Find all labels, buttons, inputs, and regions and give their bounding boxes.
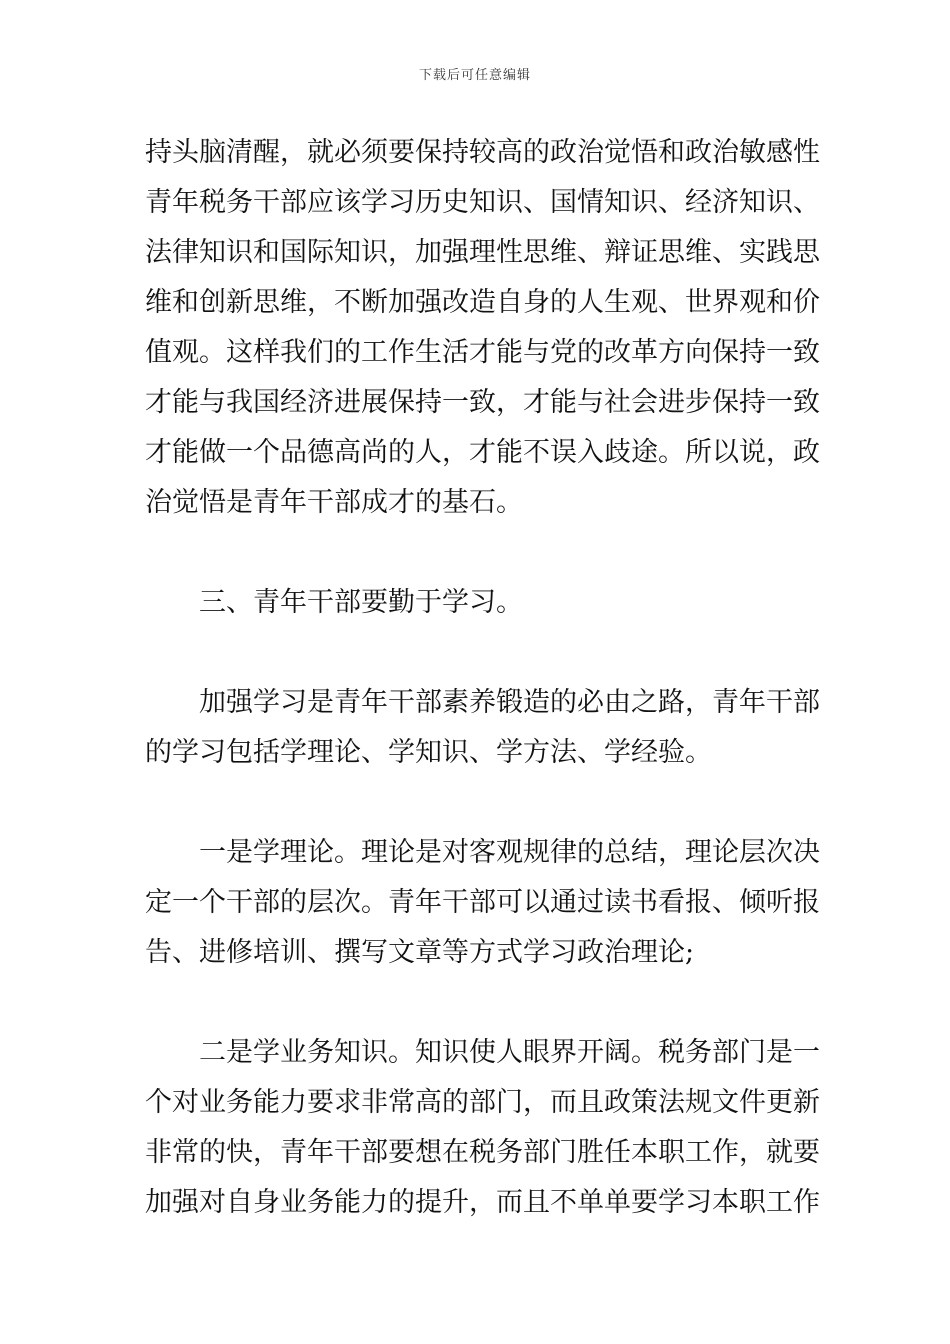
paragraph-political-awareness bbox=[145, 128, 820, 528]
text-line: 维和创新思维，不断加强改造自身的人生观、世界观和价 bbox=[145, 287, 820, 318]
text-line: 才能与我国经济进展保持一致，才能与社会进步保持一致 bbox=[145, 387, 820, 418]
text-line: 法律知识和国际知识，加强理性思维、辩证思维、实践思 bbox=[145, 237, 820, 268]
text-line: 加强学习是青年干部素养锻造的必由之路，青年干部 bbox=[199, 687, 820, 718]
text-line: 定一个干部的层次。青年干部可以通过读书看报、倾听报 bbox=[145, 887, 820, 918]
text-line: 治觉悟是青年干部成才的基石。 bbox=[145, 487, 523, 518]
text-line: 非常的快，青年干部要想在税务部门胜任本职工作，就要 bbox=[145, 1137, 820, 1168]
text-line: 值观。这样我们的工作生活才能与党的改革方向保持一致 bbox=[145, 337, 820, 368]
text-line: 加强对自身业务能力的提升，而且不单单要学习本职工作 bbox=[145, 1187, 820, 1218]
text-line: 青年税务干部应该学习历史知识、国情知识、经济知识、 bbox=[145, 187, 820, 218]
paragraph-study-intro bbox=[145, 678, 820, 778]
text-line: 个对业务能力要求非常高的部门，而且政策法规文件更新 bbox=[145, 1087, 820, 1118]
paragraph-spacer bbox=[145, 628, 810, 678]
text-line: 告、进修培训、撰写文章等方式学习政治理论; bbox=[145, 937, 695, 968]
paragraph-spacer bbox=[145, 528, 810, 578]
heading-line: 三、青年干部要勤于学习。 bbox=[199, 587, 523, 618]
text-line: 才能做一个品德高尚的人，才能不误入歧途。所以说，政 bbox=[145, 437, 820, 468]
page-header: 下载后可任意编辑 bbox=[418, 68, 531, 83]
paragraph-study-theory bbox=[145, 828, 820, 978]
document-body bbox=[145, 128, 820, 1228]
section-heading-three bbox=[145, 578, 810, 628]
paragraph-spacer bbox=[145, 778, 810, 828]
text-line: 持头脑清醒，就必须要保持较高的政治觉悟和政治敏感性 bbox=[145, 137, 820, 168]
text-line: 的学习包括学理论、学知识、学方法、学经验。 bbox=[145, 737, 712, 768]
paragraph-study-business bbox=[145, 1028, 820, 1228]
text-line: 二是学业务知识。知识使人眼界开阔。税务部门是一 bbox=[199, 1037, 820, 1068]
text-line: 一是学理论。理论是对客观规律的总结，理论层次决 bbox=[199, 837, 820, 868]
paragraph-spacer bbox=[145, 978, 810, 1028]
